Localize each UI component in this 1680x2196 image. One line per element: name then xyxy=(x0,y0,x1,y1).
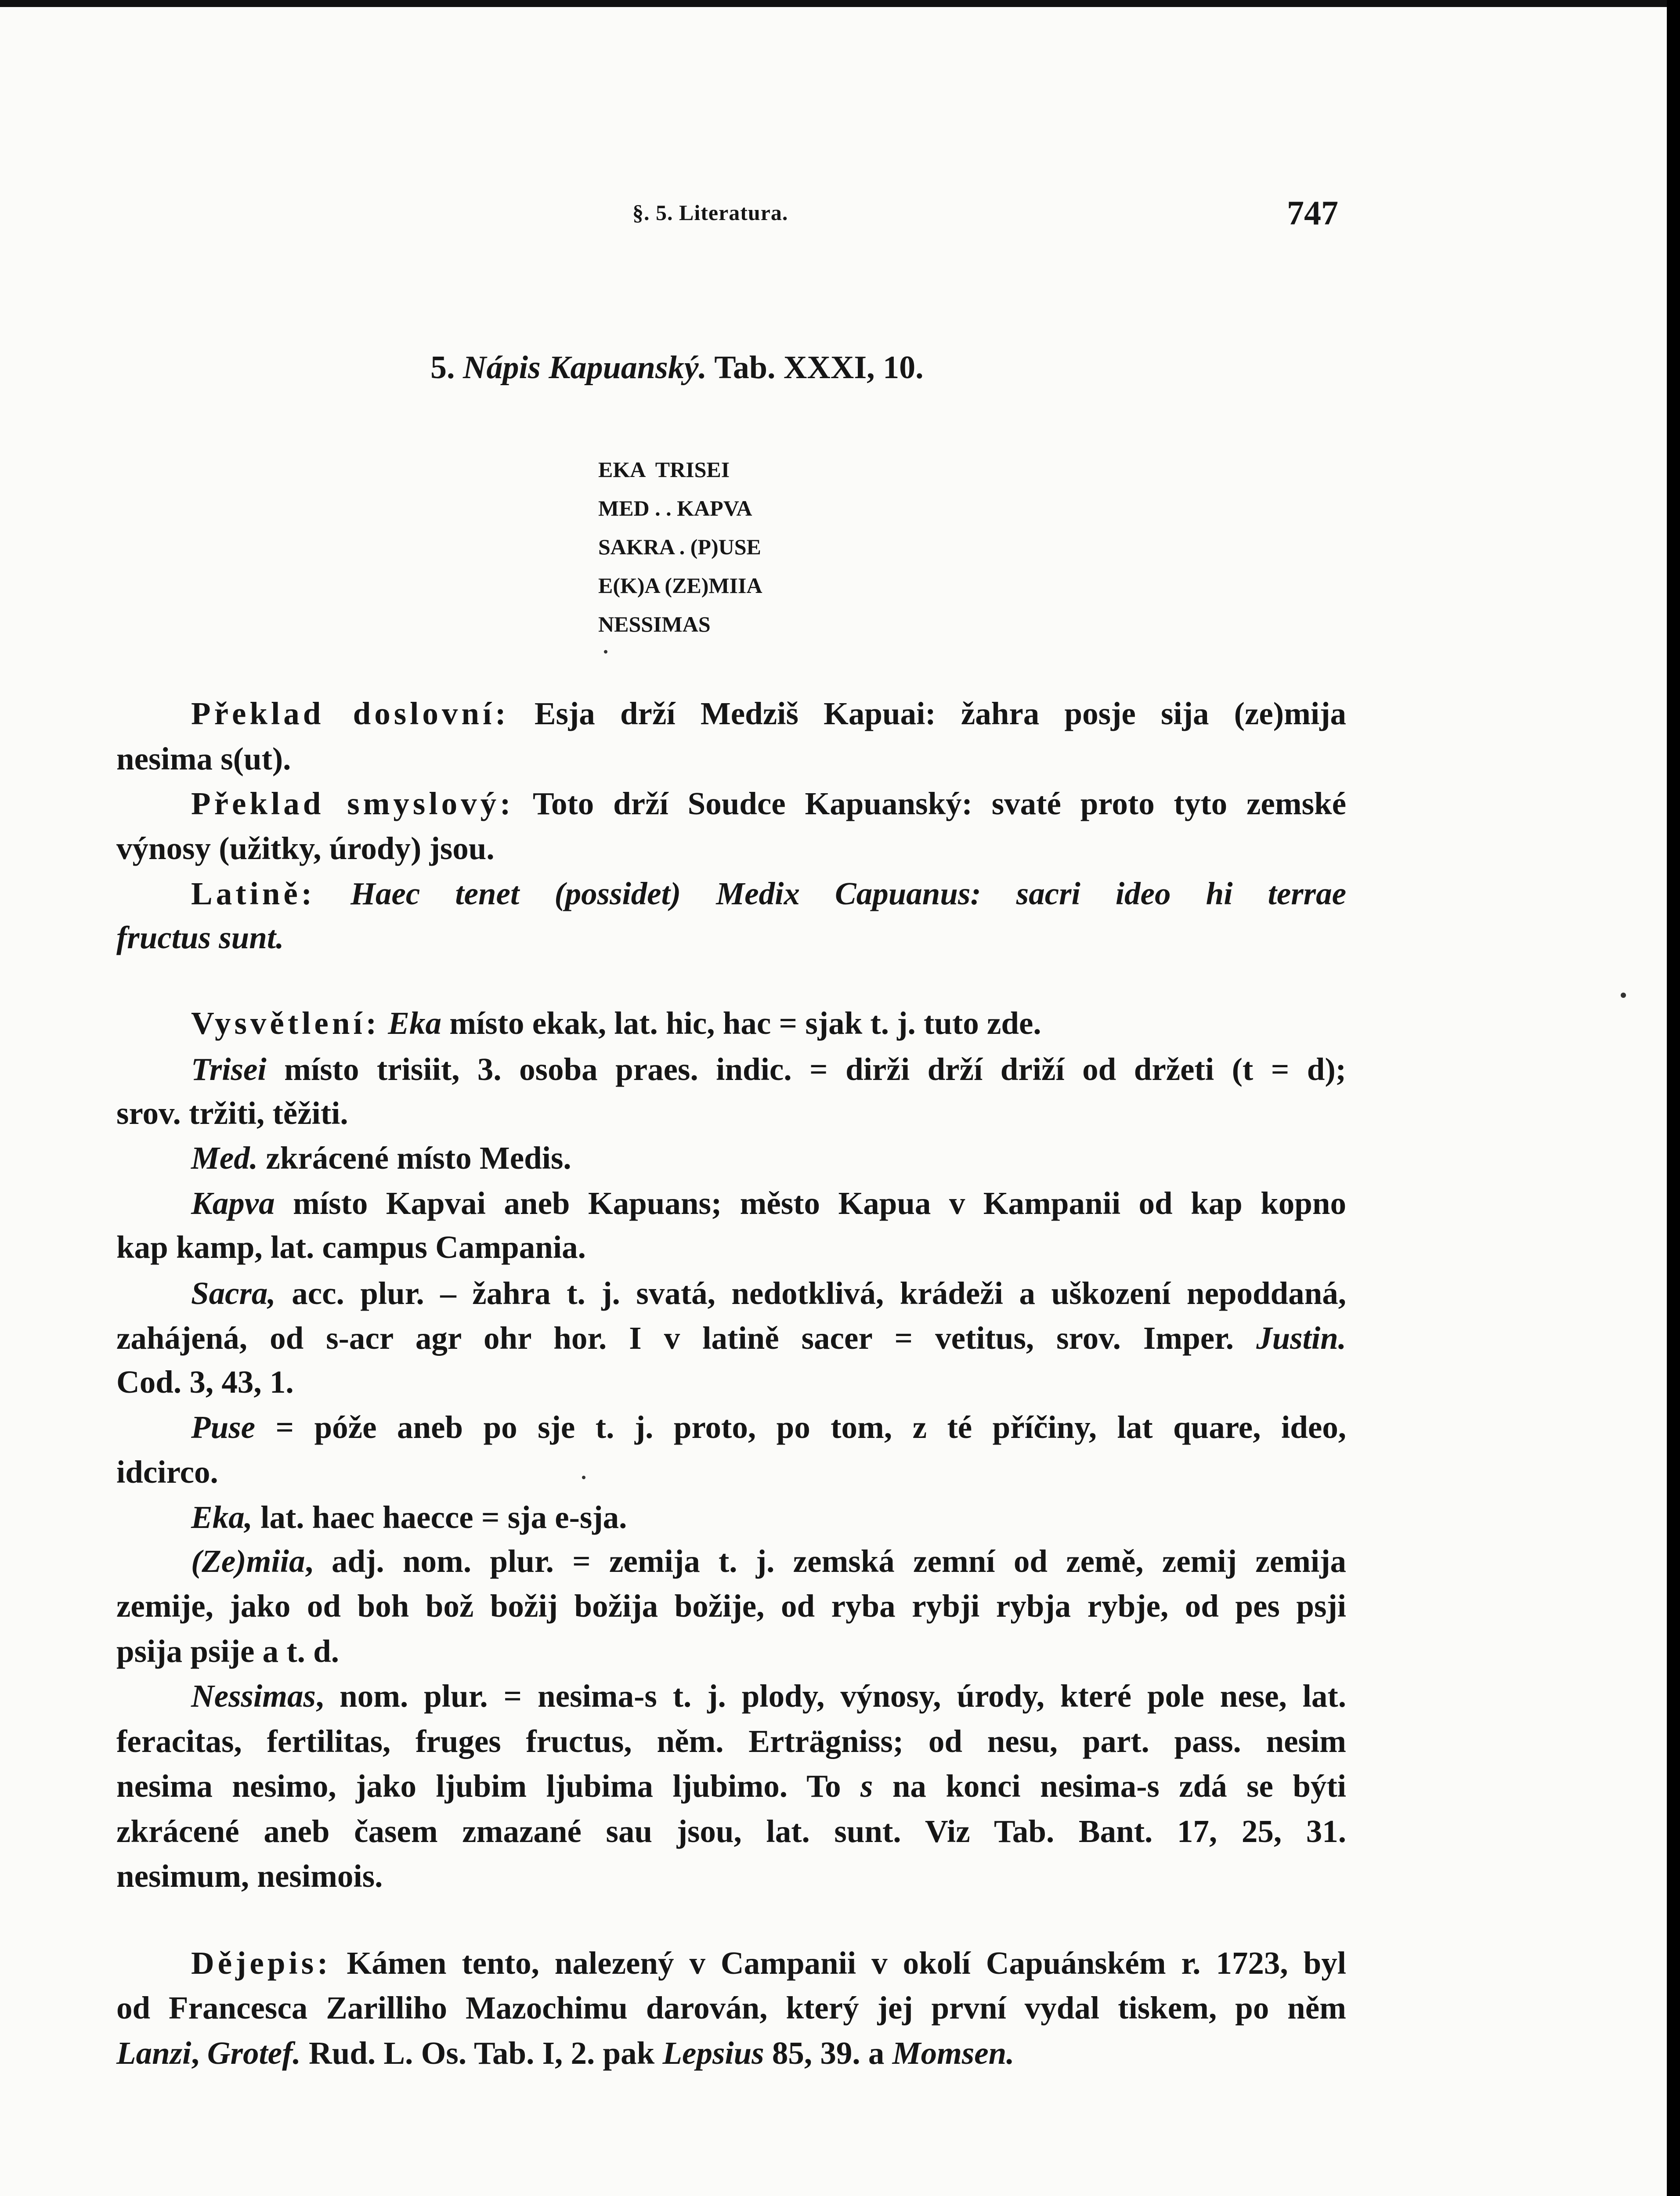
section-name: Nápis Kapuanský. xyxy=(463,350,707,386)
latin-translation-line xyxy=(191,872,1346,916)
history-author: Momsen. xyxy=(892,2035,1015,2071)
explanation-line: idcirco. xyxy=(116,1454,218,1490)
history-line xyxy=(191,1941,1346,1985)
explanation-text: acc. plur. – žahra t. j. svatá, nedotklivá, krádeži a uškození nepoddaná, xyxy=(275,1275,1346,1311)
explanation-line xyxy=(191,1539,1346,1583)
sense-translation-label: Překlad smyslový: xyxy=(191,786,514,821)
sense-translation-text: Toto drží Soudce Kapuanský: svaté proto tyto zemské xyxy=(532,786,1347,821)
literal-translation-line: nesima s(ut). xyxy=(116,741,291,777)
history-label: Dějepis: xyxy=(191,1945,332,1981)
history-author: Lepsius xyxy=(662,2035,764,2071)
explanation-text: místo ekak, lat. hic, hac = sjak t. j. tuto zde. xyxy=(441,1005,1041,1041)
history-line: od Francesca Zarilliho Mazochimu darován, který jej první vydal tiskem, po něm xyxy=(116,1990,1346,2026)
explanation-term: s xyxy=(860,1768,873,1804)
explanation-term: Nessimas xyxy=(191,1678,316,1714)
inscription-line: NESSIMAS xyxy=(598,612,711,636)
latin-translation-text: fructus sunt. xyxy=(116,920,284,955)
section-title xyxy=(430,349,924,386)
history-text: Kámen tento, nalezený v Campanii v okolí Capuánském r. 1723, byl xyxy=(347,1945,1346,1981)
inscription-line: SAKRA . (P)USE xyxy=(598,535,761,559)
explanation-term: Trisei xyxy=(191,1051,267,1087)
latin-translation-label: Latině: xyxy=(191,876,316,911)
explanation-line: psija psije a t. d. xyxy=(116,1633,340,1669)
explanation-line xyxy=(116,1764,1346,1808)
inscription-line: EKA TRISEI xyxy=(598,457,730,482)
explanation-line xyxy=(191,1495,1346,1539)
scan-edge-right xyxy=(1667,0,1680,2196)
literal-translation-label: Překlad doslovní: xyxy=(191,696,509,731)
sense-translation-line xyxy=(191,782,1346,826)
explanation-line xyxy=(191,1136,1346,1180)
explanation-term: (Ze)miia xyxy=(191,1543,305,1579)
latin-translation-line xyxy=(116,916,1346,960)
literal-translation-text: Esja drží Medziš Kapuai: žahra posje sija (ze)mija xyxy=(534,696,1347,731)
running-head: §. 5. Literatura. xyxy=(632,200,788,225)
history-author: Grotef. xyxy=(207,2035,301,2071)
section-number: 5. xyxy=(430,350,455,386)
explanation-text: místo Kapvai aneb Kapuans; město Kapua v Kampanii od kap kopno xyxy=(275,1185,1346,1221)
explanation-line xyxy=(116,1316,1346,1360)
latin-translation-text: Haec tenet (possidet) Medix Capuanus: sacri ideo hi terrae xyxy=(350,876,1346,911)
inscription-block xyxy=(598,450,762,643)
page-number: 747 xyxy=(1287,194,1338,232)
history-text: Rud. L. Os. Tab. I, 2. pak xyxy=(300,2035,663,2071)
explanation-line: srov. tržiti, těžiti. xyxy=(116,1095,348,1131)
explanation-line xyxy=(191,1047,1346,1091)
print-dot xyxy=(604,650,607,654)
explanation-label: Vysvětlení: xyxy=(191,1005,380,1041)
section-reference: Tab. XXXI, 10. xyxy=(714,350,924,386)
explanation-citation: Justin. xyxy=(1256,1320,1346,1356)
explanation-text: , nom. plur. = nesima-s t. j. plody, výnosy, úrody, které pole nese, lat. xyxy=(315,1678,1346,1714)
history-author: Lanzi xyxy=(116,2035,191,2071)
explanation-text: nesima nesimo, jako ljubim ljubima ljubimo. To xyxy=(116,1768,841,1804)
explanation-line xyxy=(191,1271,1346,1315)
explanation-text: zkrácené místo Medis. xyxy=(258,1140,571,1176)
explanation-line: zemije, jako od boh bož božij božija božije, od ryba rybji rybja rybje, od pes psji xyxy=(116,1588,1346,1624)
explanation-line xyxy=(191,1001,1346,1045)
explanation-line: feracitas, fertilitas, fruges fructus, něm. Erträgniss; od nesu, part. pass. nesim xyxy=(116,1723,1346,1759)
explanation-term: Med. xyxy=(191,1140,258,1176)
explanation-line: nesimum, nesimois. xyxy=(116,1858,383,1894)
explanation-line xyxy=(191,1181,1346,1225)
explanation-line: Cod. 3, 43, 1. xyxy=(116,1364,294,1400)
inscription-line: MED . . KAPVA xyxy=(598,496,752,520)
explanation-text: zahájená, od s-acr agr ohr hor. I v latině sacer = vetitus, srov. Imper. xyxy=(116,1320,1234,1356)
explanation-text: lat. haec haecce = sja e-sja. xyxy=(252,1499,627,1535)
explanation-term: Kapva xyxy=(191,1185,275,1221)
explanation-text: = póže aneb po sje t. j. proto, po tom, z té příčiny, lat quare, ideo, xyxy=(255,1409,1346,1445)
inscription-line: E(K)A (ZE)MIIA xyxy=(598,573,762,598)
explanation-line: kap kamp, lat. campus Campania. xyxy=(116,1229,586,1265)
explanation-term: Sacra, xyxy=(191,1275,276,1311)
margin-dot xyxy=(1621,993,1626,998)
explanation-term: Puse xyxy=(191,1409,255,1445)
explanation-line xyxy=(191,1405,1346,1449)
explanation-term: Eka, xyxy=(191,1499,253,1535)
explanation-line: zkrácené aneb časem zmazané sau jsou, lat. sunt. Viz Tab. Bant. 17, 25, 31. xyxy=(116,1813,1346,1849)
literal-translation-line xyxy=(191,692,1346,736)
explanation-text: , adj. nom. plur. = zemija t. j. zemská zemní od země, zemij zemija xyxy=(305,1543,1346,1579)
explanation-text: na konci nesima-s zdá se býti xyxy=(873,1768,1347,1804)
scan-edge-top xyxy=(0,0,1680,7)
explanation-text: místo trisiit, 3. osoba praes. indic. = dirži drží driží od držeti (t = d); xyxy=(266,1051,1346,1087)
history-text: 85, 39. a xyxy=(764,2035,892,2071)
explanation-line xyxy=(191,1674,1346,1718)
history-line: Lanzi, Grotef. Rud. L. Os. Tab. I, 2. pak Lepsius 85, 39. a Momsen. xyxy=(116,2035,1015,2071)
explanation-term: Eka xyxy=(388,1005,441,1041)
sense-translation-line: výnosy (užitky, úrody) jsou. xyxy=(116,831,495,866)
